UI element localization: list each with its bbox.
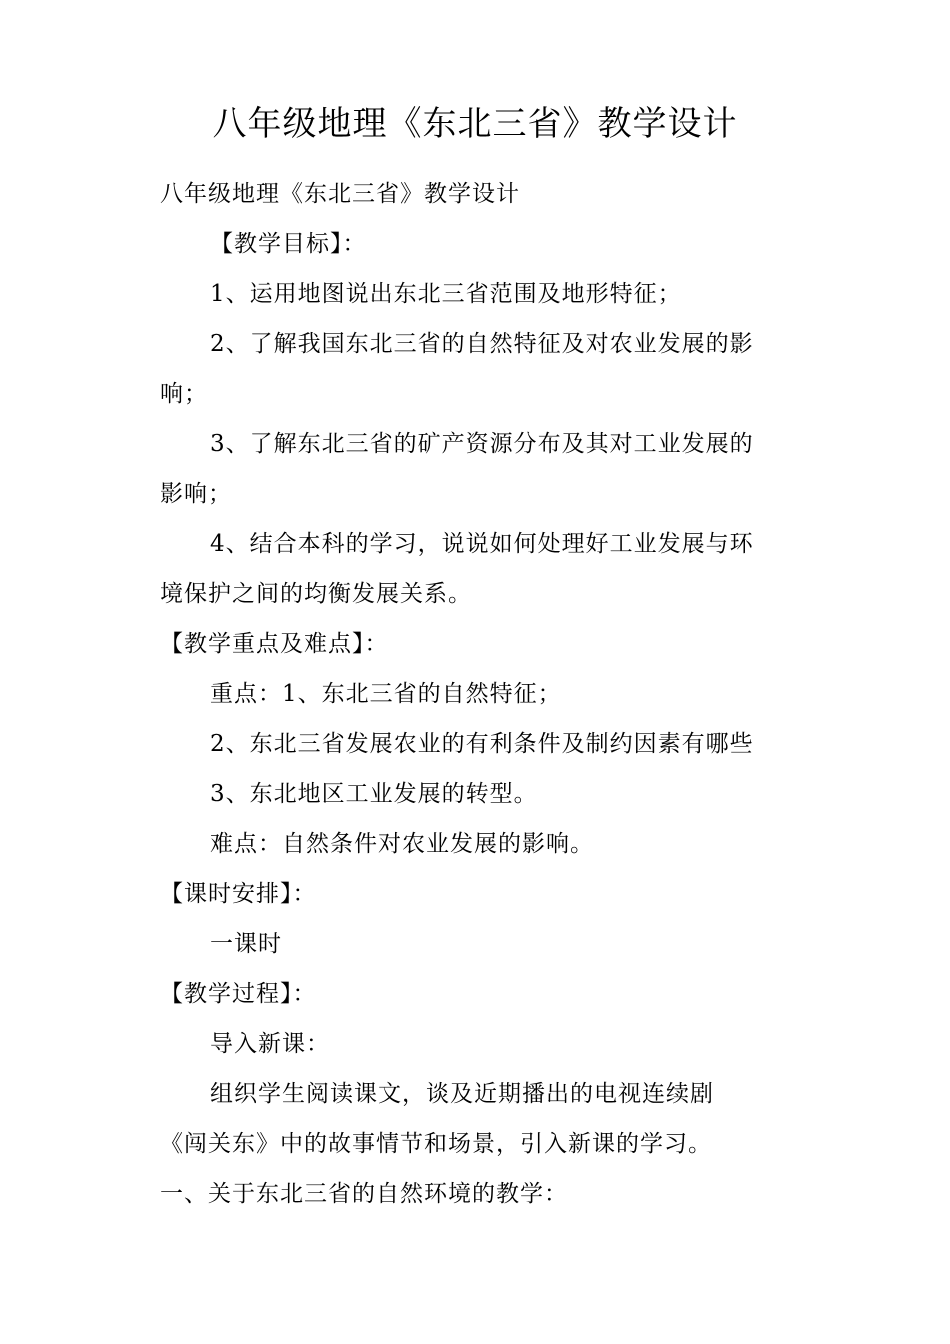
section-heading-key-points: 【教学重点及难点】： [160, 631, 389, 657]
section-heading-process: 【教学过程】： [160, 981, 317, 1007]
objective-1: 1、运用地图说出东北三省范围及地形特征； [210, 281, 682, 307]
objective-4-continued: 境保护之间的均衡发展关系。 [160, 581, 472, 607]
subtitle-line: 八年级地理《东北三省》教学设计 [160, 181, 520, 207]
section-heading-objectives: 【教学目标】： [210, 231, 367, 257]
key-point-1: 重点：1、东北三省的自然特征； [210, 681, 562, 707]
objective-3: 3、了解东北三省的矿产资源分布及其对工业发展的 [210, 431, 754, 457]
objective-3-continued: 影响； [160, 481, 232, 507]
intro-paragraph-continued: 《闯关东》中的故事情节和场景，引入新课的学习。 [160, 1131, 712, 1157]
document-title: 八年级地理《东北三省》教学设计 [212, 104, 738, 144]
objective-2-continued: 响； [160, 381, 208, 407]
part-1-heading: 一、关于东北三省的自然环境的教学： [160, 1181, 568, 1207]
objective-4: 4、结合本科的学习，说说如何处理好工业发展与环 [210, 531, 754, 557]
difficulty: 难点：自然条件对农业发展的影响。 [210, 831, 594, 857]
key-point-3: 3、东北地区工业发展的转型。 [210, 781, 538, 807]
objective-2: 2、了解我国东北三省的自然特征及对农业发展的影 [210, 331, 754, 357]
key-point-2: 2、东北三省发展农业的有利条件及制约因素有哪些 [210, 731, 754, 757]
intro-heading: 导入新课： [210, 1031, 330, 1057]
intro-paragraph: 组织学生阅读课文，谈及近期播出的电视连续剧 [210, 1081, 714, 1107]
schedule-value: 一课时 [210, 931, 282, 957]
section-heading-schedule: 【课时安排】： [160, 881, 317, 907]
